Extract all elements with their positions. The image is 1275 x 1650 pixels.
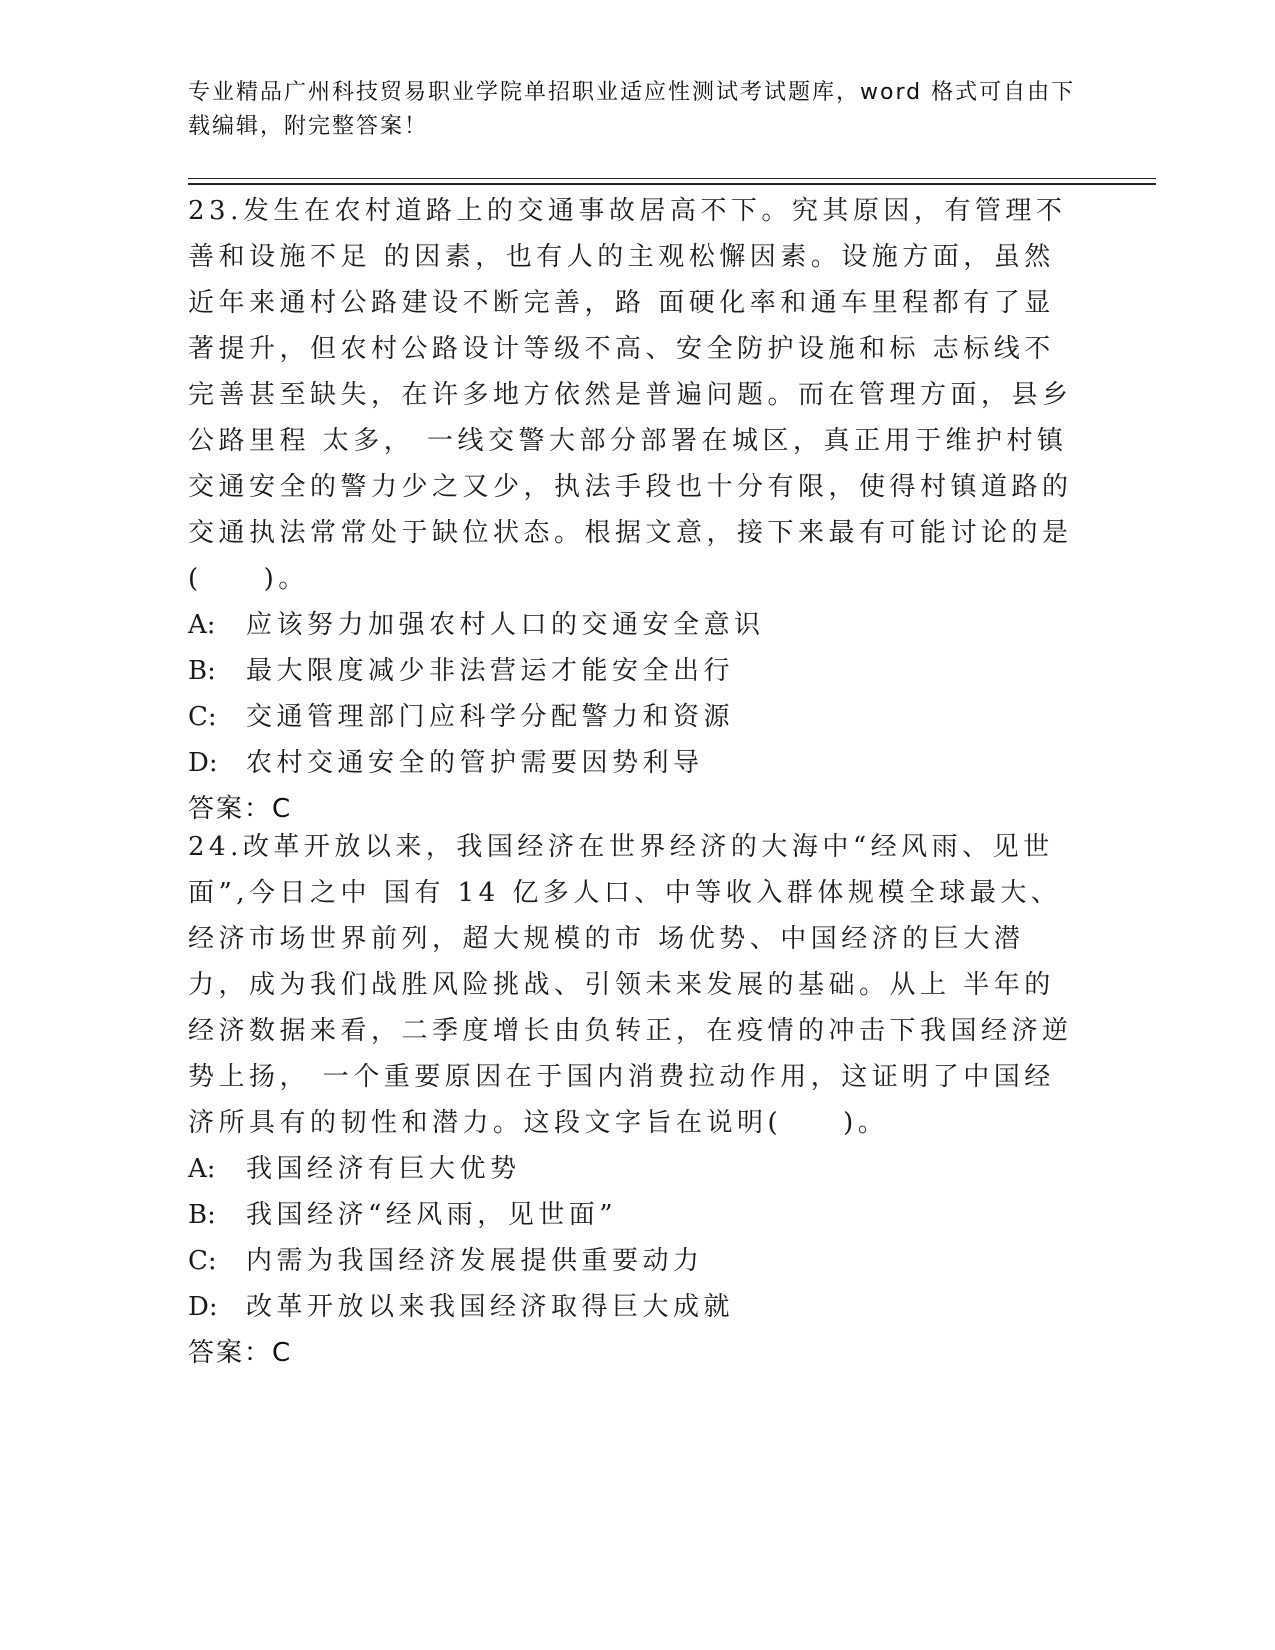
option-a	[188, 602, 1078, 648]
option-text: 交通管理部门应科学分配警力和资源	[246, 702, 735, 732]
option-text: 应该努力加强农村人口的交通安全意识	[246, 610, 765, 640]
option-key: B:	[188, 656, 216, 686]
option-key: D:	[188, 1292, 218, 1322]
option-d	[188, 1284, 1078, 1330]
question-stem: 23.发生在农村道路上的交通事故居高不下。究其原因，有管理不善和设施不足 的因素，也有人的主观松懈因素。设施方面，虽然近年来通村公路建设不断完善，路 面硬化率和通车里程都有了显著提升，但农村公路设计等级不高、安全防护设施和标 志标线不完善甚至缺失，在许多地方依然是普遍问题。而在管理方面，县乡公路里程 太多， 一线交警大部分部署在城区，真正用于维护村镇交通安全的警力少之又少，执法手段也十分有限，使得村镇道路的交通执法常常处于缺位状态。根据文意，接下来最有可能讨论的是( )。	[188, 196, 1073, 594]
option-d	[188, 740, 1078, 786]
option-a	[188, 1146, 1078, 1192]
option-text: 最大限度减少非法营运才能安全出行	[246, 656, 735, 686]
option-text: 我国经济“经风雨，见世面”	[246, 1200, 618, 1230]
option-text: 我国经济有巨大优势	[246, 1154, 521, 1184]
option-c	[188, 694, 1078, 740]
question-stem: 24.改革开放以来，我国经济在世界经济的大海中“经风雨、见世面”,今日之中 国有 14 亿多人口、中等收入群体规模全球最大、经济市场世界前列，超大规模的市 场优势、中国经济的巨大潜力，成为我们战胜风险挑战、引领未来发展的基础。从上 半年的经济数据来看，二季度增长由负转正，在疫情的冲击下我国经济逆势上扬， 一个重要原因在于国内消费拉动作用，这证明了中国经济所具有的韧性和潜力。这段文字旨在说明( )。	[188, 832, 1073, 1138]
option-key: C:	[188, 1246, 217, 1276]
option-list	[188, 1146, 1078, 1330]
option-b	[188, 1192, 1078, 1238]
option-list	[188, 602, 1078, 786]
option-key: A:	[188, 610, 216, 640]
option-text: 改革开放以来我国经济取得巨大成就	[246, 1292, 735, 1322]
option-text: 内需为我国经济发展提供重要动力	[246, 1246, 704, 1276]
header-rule-thin	[188, 178, 1156, 179]
question-23	[188, 188, 1078, 832]
option-key: D:	[188, 748, 218, 778]
option-key: A:	[188, 1154, 216, 1184]
header-rule-thick	[188, 183, 1156, 185]
answer-line: 答案：C	[188, 1338, 293, 1368]
answer-line: 答案：C	[188, 794, 293, 824]
option-c	[188, 1238, 1078, 1284]
option-text: 农村交通安全的管护需要因势利导	[246, 748, 704, 778]
option-b	[188, 648, 1078, 694]
question-24	[188, 824, 1078, 1376]
option-key: C:	[188, 702, 217, 732]
page-header: 专业精品广州科技贸易职业学院单招职业适应性测试考试题库，word 格式可自由下载编辑，附完整答案！	[188, 80, 1076, 139]
option-key: B:	[188, 1200, 216, 1230]
